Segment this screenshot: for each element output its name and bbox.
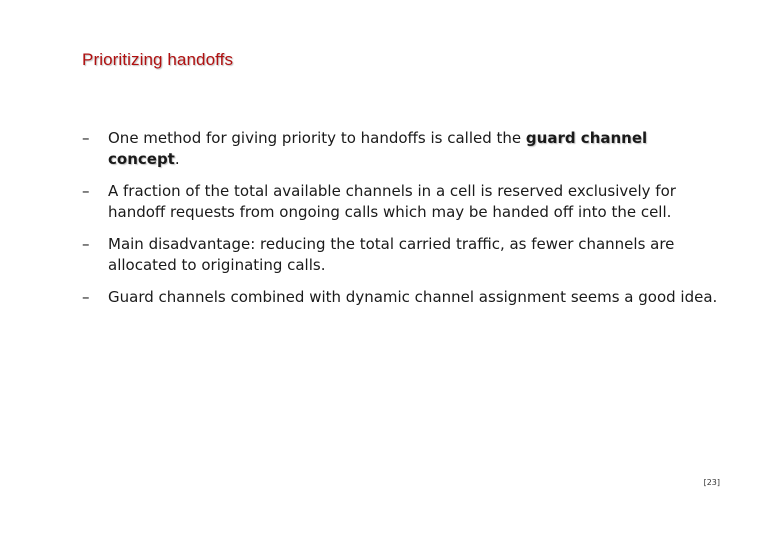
bullet-text-lead: One method for giving priority to handoffs is called the: [108, 129, 526, 147]
bullet-item: [82, 181, 722, 223]
bullet-text: Main disadvantage: reducing the total carried traffic, as fewer channels are allocated to originating calls.: [108, 235, 675, 274]
bullet-item: [82, 287, 722, 308]
bullet-marker: –: [82, 182, 90, 200]
bullet-marker: –: [82, 235, 90, 253]
bullet-marker: –: [82, 129, 90, 147]
bullet-marker: –: [82, 288, 90, 306]
bullet-text: A fraction of the total available channels in a cell is reserved exclusively for handoff requests from ongoing calls which may be handed off into the cell.: [108, 182, 676, 221]
bullet-item: [82, 128, 722, 170]
slide-title: Prioritizing handoffs: [82, 50, 234, 69]
bullet-text: Guard channels combined with dynamic channel assignment seems a good idea.: [108, 288, 718, 306]
page-number: [23]: [703, 478, 720, 487]
bullet-text: [108, 129, 647, 168]
emphasized-term: guard channel concept: [108, 129, 648, 168]
bullet-list: [82, 128, 722, 319]
bullet-text-tail: .: [174, 150, 180, 168]
bullet-item: [82, 234, 722, 276]
